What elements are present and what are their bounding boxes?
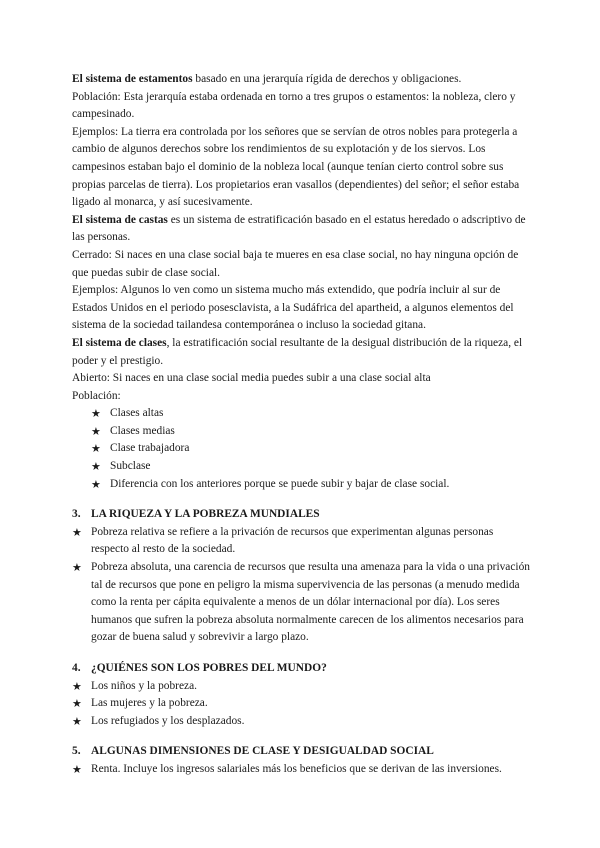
clases-desc: , la estratificación social resultante de la desigual distribución de la riqueza, el poder y el prestigio.: [72, 336, 523, 367]
star-bullet-icon: ★: [72, 525, 82, 539]
clases-term: El sistema de clases: [72, 336, 167, 349]
clases-poblacion-label: Población:: [72, 389, 121, 402]
castas-ejemplos: Ejemplos: Algunos lo ven como un sistema mucho más extendido, que podría incluir al sur de Estados Unidos en el periodo posesclavista, a la Sudáfrica del apartheid, a algunos elementos del sistema de la sociedad tailandesa contemporánea o incluso la sociedad gitana.: [72, 284, 514, 332]
star-bullet-icon: ★: [91, 407, 101, 421]
list-item: ★ Las mujeres y la pobreza.: [72, 695, 532, 713]
list-item: ★ Los refugiados y los desplazados.: [72, 713, 532, 731]
castas-term: El sistema de castas: [72, 213, 168, 226]
list-item: ★ Subclase: [91, 458, 532, 476]
estamentos-desc: basado en una jerarquía rígida de derechos y obligaciones.: [192, 73, 462, 85]
document-body: [72, 71, 532, 779]
section-3-title: LA RIQUEZA Y LA POBREZA MUNDIALES: [91, 508, 320, 521]
list-item: ★ Pobreza absoluta, una carencia de recursos que resulta una amenaza para la vida o una privación tal de recursos que pone en peligro la misma supervivencia de las personas (a menudo medida como la renta per cápita equivalente a menos de un dólar internacional por día). Los seres humanos que sufren la pobreza absoluta normalmente carecen de los alimentos necesarios para gozar de buena salud y sobrevivir a largo plazo.: [72, 561, 530, 644]
castas-paragraph: [72, 212, 532, 247]
section-3-number: 3.: [72, 508, 81, 521]
section-3-list: [72, 524, 532, 647]
section-4-list: [72, 678, 532, 731]
section-4-title: ¿QUIÉNES SON LOS POBRES DEL MUNDO?: [91, 662, 327, 674]
section-5-list: [72, 761, 532, 779]
section-4-heading: [72, 660, 532, 678]
section-5-number: 5.: [72, 745, 81, 758]
estamentos-poblacion: Población: Esta jerarquía estaba ordenada en torno a tres grupos o estamentos: la nobleza, clero y campesinado.: [72, 90, 516, 121]
list-item: ★ Clases altas: [91, 405, 532, 423]
list-item: ★ Los niños y la pobreza.: [72, 678, 532, 696]
star-bullet-icon: ★: [72, 762, 82, 776]
section-5-heading: [72, 743, 532, 761]
star-bullet-icon: ★: [91, 460, 101, 474]
star-bullet-icon: ★: [91, 442, 101, 456]
list-item: ★ Pobreza relativa se refiere a la privación de recursos que experimentan algunas personas respecto al resto de la sociedad.: [72, 525, 494, 556]
list-item: ★ Clases medias: [91, 423, 532, 441]
section-4-number: 4.: [72, 662, 81, 674]
clases-paragraph: [72, 335, 532, 370]
section-5-title: ALGUNAS DIMENSIONES DE CLASE Y DESIGUALDAD SOCIAL: [91, 745, 434, 758]
star-bullet-icon: ★: [72, 697, 82, 711]
clases-abierto: Abierto: Si naces en una clase social media puedes subir a una clase social alta: [72, 372, 431, 385]
section-3-heading: [72, 506, 532, 524]
castas-cerrado: Cerrado: Si naces en una clase social baja te mueres en esa clase social, no hay ninguna opción de que puedas subir de clase social.: [72, 248, 519, 279]
star-bullet-icon: ★: [91, 424, 101, 438]
star-bullet-icon: ★: [72, 714, 82, 728]
list-item: ★ Diferencia con los anteriores porque se puede subir y bajar de clase social.: [91, 476, 532, 494]
estamentos-paragraph: [72, 71, 532, 89]
star-bullet-icon: ★: [72, 679, 82, 693]
list-item: ★ Clase trabajadora: [91, 440, 532, 458]
star-bullet-icon: ★: [72, 561, 82, 575]
list-item: ★ Renta. Incluye los ingresos salariales más los beneficios que se derivan de las inversiones.: [72, 761, 532, 779]
estamentos-term: El sistema de estamentos: [72, 73, 193, 85]
star-bullet-icon: ★: [91, 477, 101, 491]
estamentos-ejemplos: Ejemplos: La tierra era controlada por los señores que se servían de otros nobles para protegerla a cambio de algunos derechos sobre los rendimientos de su explotación y de los siervos. Los campesinos estaban bajo el dominio de la nobleza local (aunque tenían cierto control sobre sus propias parcelas de tierra). Los propietarios eran vasallos (dependientes) del señor; el señor estaba ligado al monarca, y así sucesivamente.: [72, 125, 520, 209]
clases-list: [91, 405, 532, 493]
castas-desc: es un sistema de estratificación basado en el estatus heredado o adscriptivo de las personas.: [72, 213, 526, 244]
